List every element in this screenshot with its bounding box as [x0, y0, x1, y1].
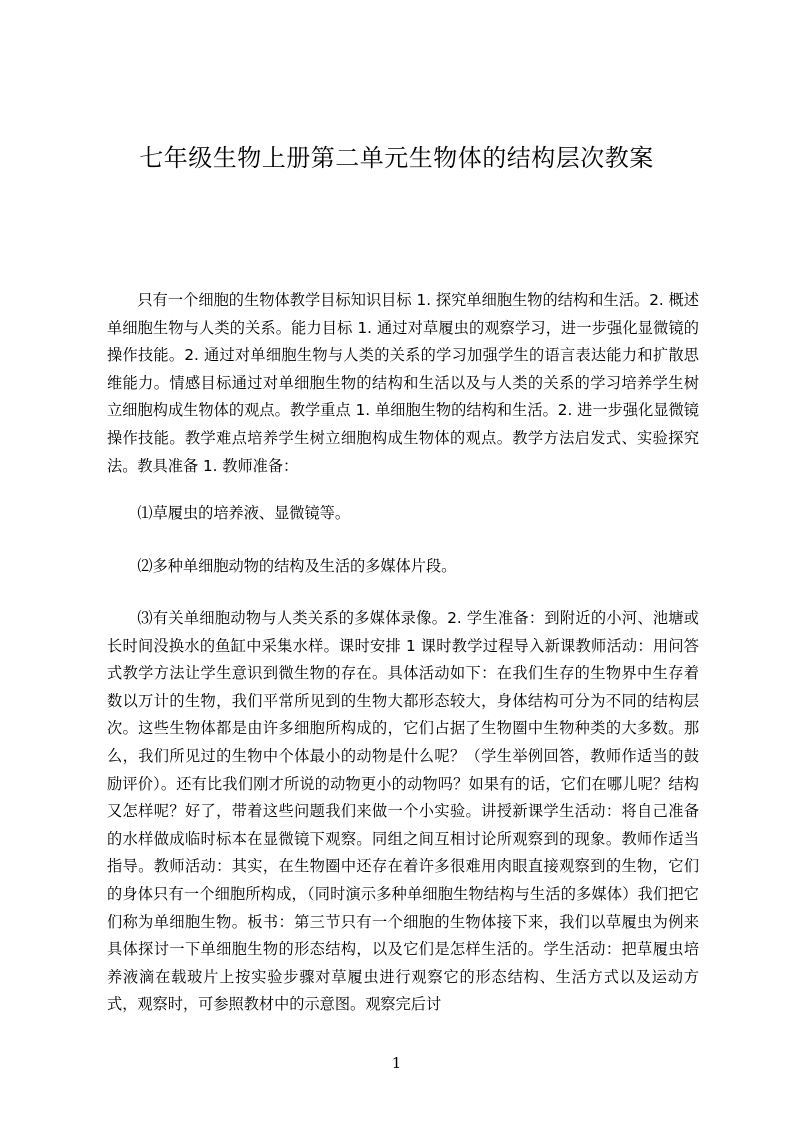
paragraph-teaching-process [107, 605, 699, 1019]
paragraph-text: ⑶有关单细胞动物与人类关系的多媒体录像。2. 学生准备：到附近的小河、池塘或长时间没换水的鱼缸中采集水样。课时安排 1 课时教学过程导入新课教师活动：用问答式教学方法让学生意识到微生物的存在。具体活动如下：在我们生存的生物界中生存着数以万计的生物，我们平常所见到的生物大都形态较大，身体结构可分为不同的结构层次。这些生物体都是由许多细胞所构成的，它们占据了生物圈中生物种类的大多数。那么，我们所见过的生物中个体最小的动物是什么呢？（学生举例回答，教师作适当的鼓励评价）。还有比我们刚才所说的动物更小的动物吗？如果有的话，它们在哪儿呢？结构又怎样呢？好了，带着这些问题我们来做一个小实验。讲授新课学生活动：将自己准备的水样做成临时标本在显微镜下观察。同组之间互相讨论所观察到的现象。教师作适当指导。教师活动：其实，在生物圈中还存在着许多很难用肉眼直接观察到的生物，它们的身体只有一个细胞所构成，（同时演示多种单细胞生物结构与生活的多媒体）我们把它们称为单细胞生物。板书：第三节只有一个细胞的生物体接下来，我们以草履虫为例来具体探讨一下单细胞生物的形态结构，以及它们是怎样生活的。学生活动：把草履虫培养液滴在载玻片上按实验步骤对草履虫进行观察它的形态结构、生活方式以及运动方式，观察时，可参照教材中的示意图。观察完后讨 [107, 609, 699, 1014]
page-number: 1 [391, 1054, 402, 1072]
paragraph-objectives [107, 287, 699, 480]
paragraph-materials-2 [107, 553, 699, 581]
paragraph-text: ⑴草履虫的培养液、显微镜等。 [137, 504, 351, 522]
paragraph-materials-1 [107, 500, 699, 528]
paragraph-text: 只有一个细胞的生物体教学目标知识目标 1. 探究单细胞生物的结构和生活。2. 概述单细胞生物与人类的关系。能力目标 1. 通过对草履虫的观察学习，进一步强化显微镜的操作技能。2. 通过对单细胞生物与人类的关系的学习加强学生的语言表达能力和扩散思维能力。情感目标通过对单细胞生物的结构和生活以及与人类的关系的学习培养学生树立细胞构成生物体的观点。教学重点 1. 单细胞生物的结构和生活。2. 进一步强化显微镜操作技能。教学难点培养学生树立细胞构成生物体的观点。教学方法启发式、实验探究法。教具准备 1. 教师准备： [107, 291, 699, 475]
document-title: 七年级生物上册第二单元生物体的结构层次教案 [139, 144, 654, 172]
paragraph-text: ⑵多种单细胞动物的结构及生活的多媒体片段。 [137, 557, 457, 575]
